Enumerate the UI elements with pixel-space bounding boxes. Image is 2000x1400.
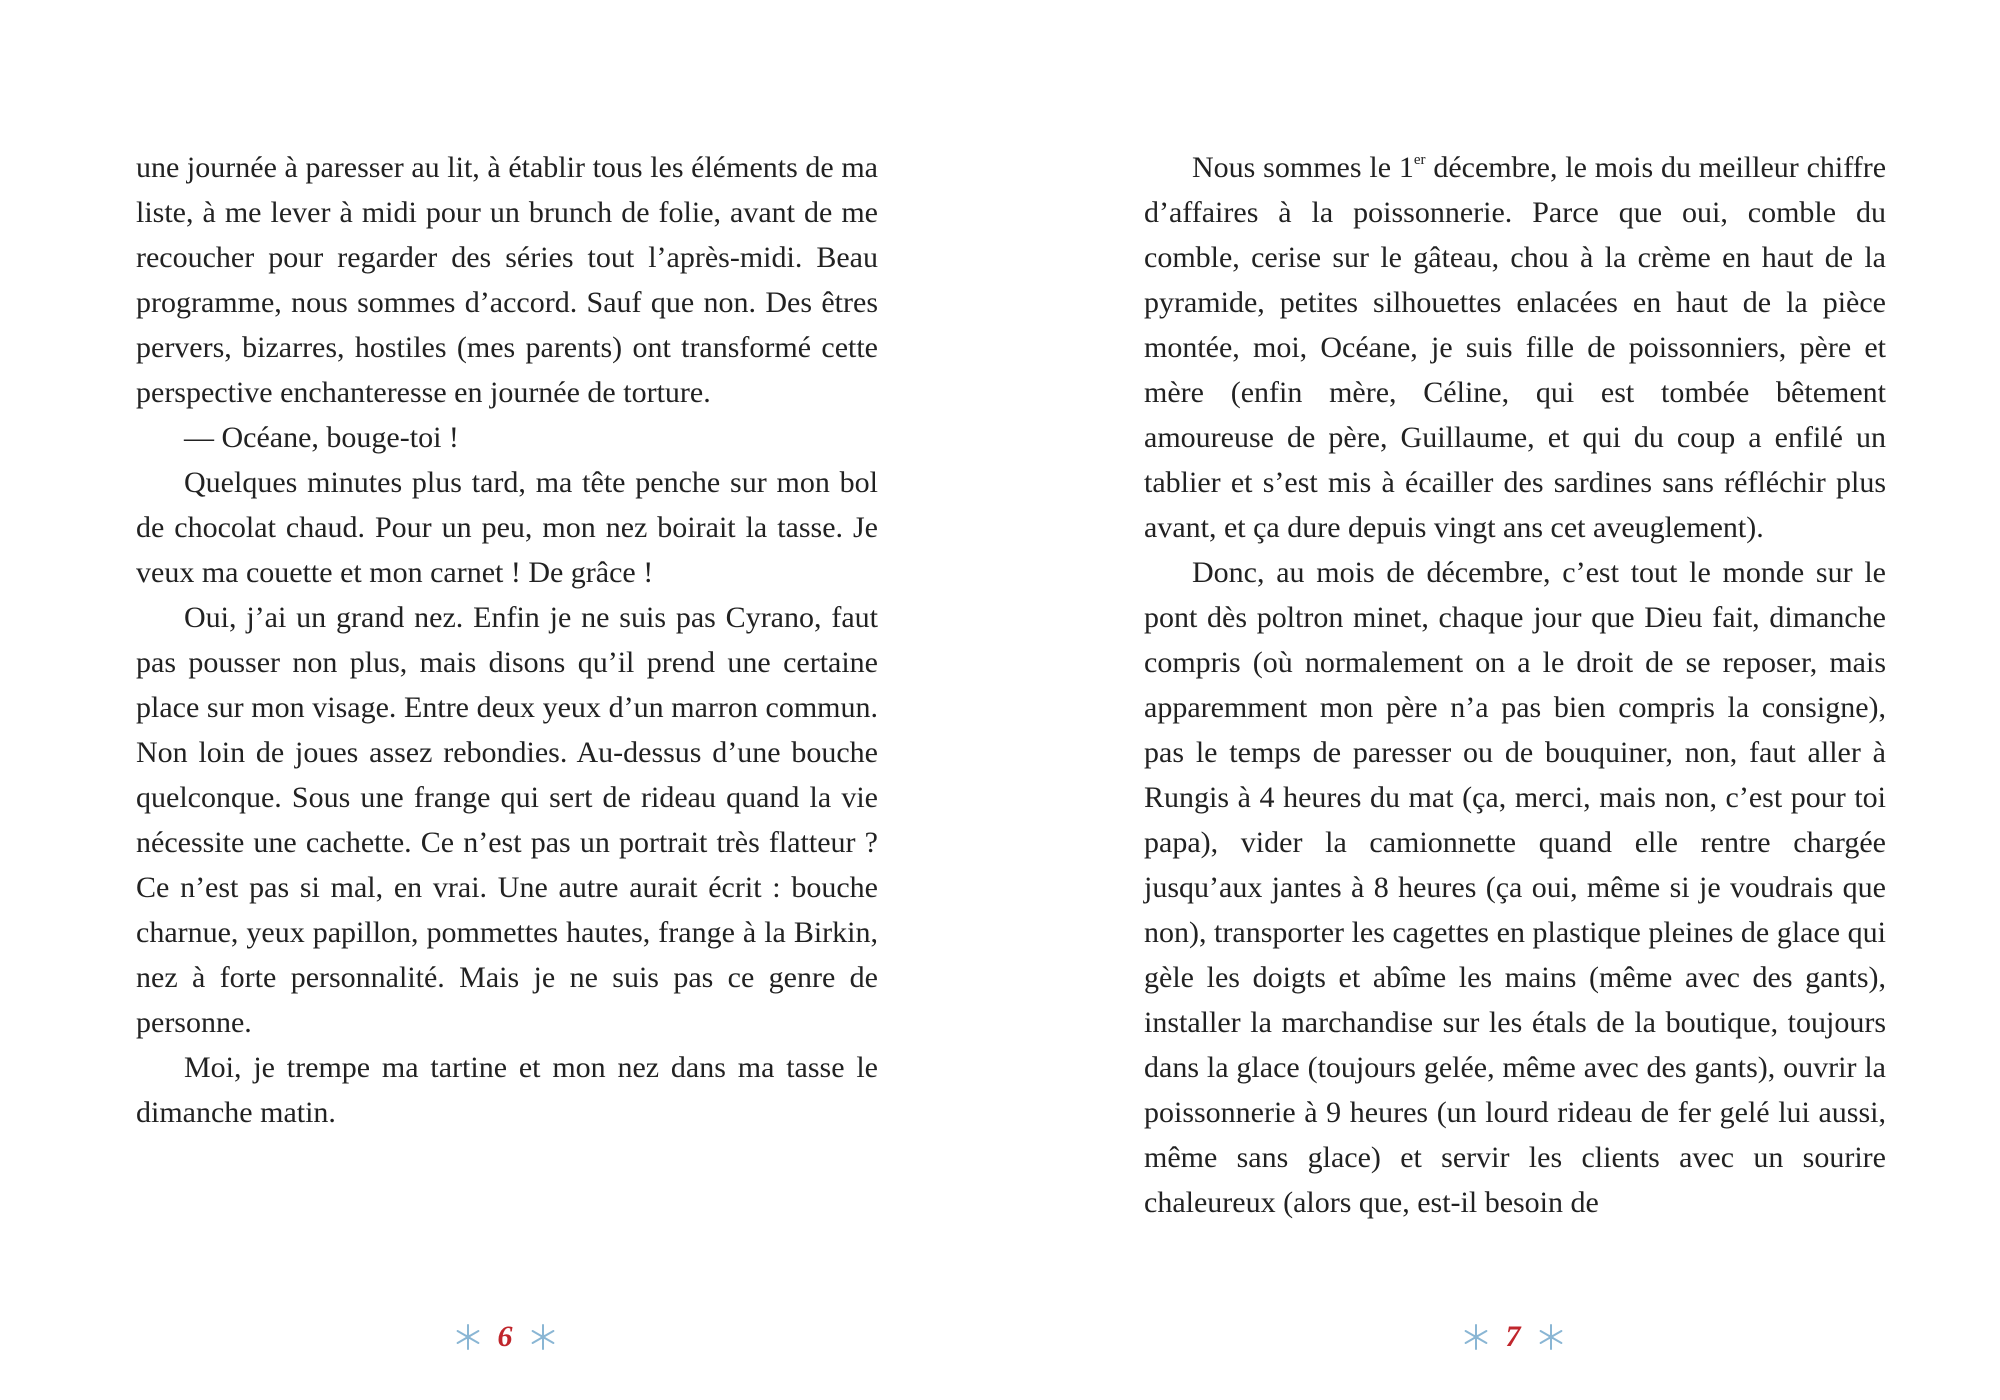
paragraph: Donc, au mois de décembre, c’est tout le monde sur le pont dès poltron minet, chaque jour que Dieu fait, dimanche compris (où normalement on a le droit de se reposer, mais apparemment mon père n’a pas bien compris la consigne), pas le temps de paresser ou de bouquiner, non, faut aller à Rungis à 4 heures du mat (ça, merci, mais non, c’est pour toi papa), vider la camionnette quand elle rentre chargée jusqu’aux jantes à 8 heures (ça oui, même si je voudrais que non), transporter les cagettes en plastique pleines de glace qui gèle les doigts et abîme les mains (même avec des gants), installer la marchandise sur les étals de la boutique, toujours dans la glace (toujours gelée, même avec des gants), ouvrir la poissonnerie à 9 heures (un lourd rideau de fer gelé lui aussi, même sans glace) et servir les clients avec un sourire chaleureux (alors que, est-il besoin de (1144, 556, 1886, 1219)
paragraph: Oui, j’ai un grand nez. Enfin je ne suis pas Cyrano, faut pas pousser non plus, mais disons qu’il prend une certaine place sur mon visage. Entre deux yeux d’un marron commun. Non loin de joues assez rebondies. Au-dessus d’une bouche quelconque. Sous une frange qui sert de rideau quand la vie nécessite une cachette. Ce n’est pas un portrait très flatteur ? Ce n’est pas si mal, en vrai. Une autre aurait écrit : bouche charnue, yeux papillon, pommettes hautes, frange à la Birkin, nez à forte personnalité. Mais je ne suis pas ce genre de personne. (136, 601, 878, 1039)
paragraph-dialogue: — Océane, bouge-toi ! (184, 421, 459, 454)
ordinal-superscript: er (1413, 152, 1426, 168)
snowflake-icon (1537, 1323, 1565, 1351)
snowflake-icon (1462, 1323, 1490, 1351)
snowflake-icon (454, 1323, 482, 1351)
paragraph (1144, 145, 1886, 550)
page-number: 7 (1505, 1320, 1521, 1353)
left-page (136, 145, 878, 1135)
paragraph-start: Nous sommes le 1 (1192, 151, 1414, 184)
page-number: 6 (497, 1320, 513, 1353)
snowflake-icon (529, 1323, 557, 1351)
right-page (1144, 145, 1886, 1225)
paragraph-rest: décembre, le mois du meilleur chiffre d’affaires à la poissonnerie. Parce que oui, comble du comble, cerise sur le gâteau, chou à la crème en haut de la pyramide, petites silhouettes enlacées en haut de la pièce montée, moi, Océane, je suis fille de poissonniers, père et mère (enfin mère, Céline, qui est tombée bêtement amoureuse de père, Guillaume, et qui du coup a enfilé un tablier et s’est mis à écailler des sardines sans réfléchir plus avant, et ça dure depuis vingt ans cet aveuglement). (1144, 151, 1887, 544)
paragraph: une journée à paresser au lit, à établir tous les éléments de ma liste, à me lever à midi pour un brunch de folie, avant de me recoucher pour regarder des séries tout l’après-midi. Beau programme, nous sommes d’accord. Sauf que non. Des êtres pervers, bizarres, hostiles (mes parents) ont transformé cette perspective enchanteresse en journée de torture. (136, 151, 878, 409)
page-footer-right (1443, 1320, 1583, 1354)
paragraph: Moi, je trempe ma tartine et mon nez dans ma tasse le dimanche matin. (136, 1051, 878, 1129)
paragraph: Quelques minutes plus tard, ma tête penche sur mon bol de chocolat chaud. Pour un peu, mon nez boirait la tasse. Je veux ma couette et mon carnet ! De grâce ! (136, 466, 878, 589)
page-footer-left (435, 1320, 575, 1354)
